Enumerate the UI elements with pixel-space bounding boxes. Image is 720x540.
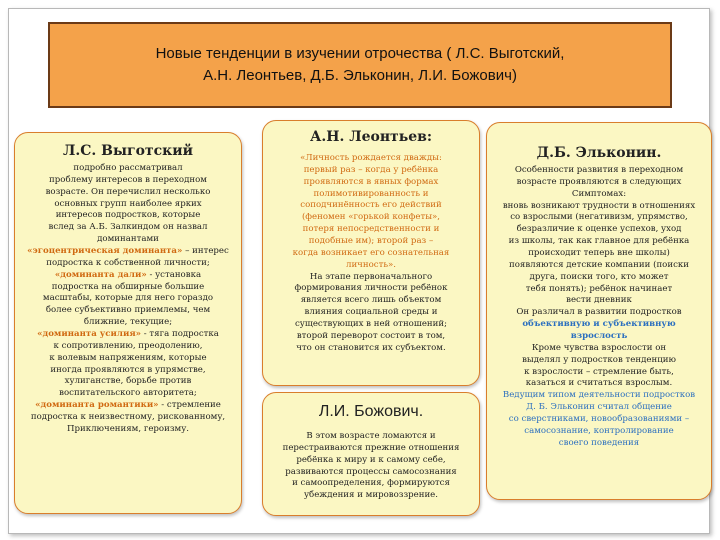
vygotsky-line: масштабы, которые для него гораздо [42,293,214,304]
bozhovich-card [262,392,480,516]
vygotsky-line: иногда проявляются в упрямстве, [50,364,206,375]
leontiev-quote-line: полимотивированность и [313,188,429,199]
vygotsky-line: подростка к собственной личности; [46,257,210,268]
vygotsky-heading: Л.С. Выготский [62,143,193,159]
effort-dominant-term: «доминанта усилия» [37,329,142,340]
leontiev-quote-line: «Личность рождается дважды: [300,153,442,163]
vygotsky-dominant-4-line [21,400,235,412]
elkonin-line: Кроме чувства взрослости он [531,342,667,353]
vygotsky-line: вслед за А.Б. Залкиндом он назвал [48,222,208,233]
vygotsky-line: хулиганстве, борьбе против [64,376,192,387]
leontiev-line: второй переворот состоит в том, [296,330,446,341]
elkonin-card [486,122,712,500]
elkonin-blue-line: со сверстниками, новообразованиями – [508,414,690,425]
dominant-4-rest: - стремление [158,400,221,411]
elkonin-line: из школы, так как главное для ребёнка [508,236,690,247]
elkonin-body [493,165,705,450]
title-line-1: Новые тенденции в изучении отрочества ( Л.С. Выготский, [155,45,565,63]
leontiev-quote-line: проявляются в явных формах [303,176,439,187]
dominant-1-rest: – интерес [182,246,229,257]
bozhovich-line: и самоопределения, формируются [292,478,450,489]
vygotsky-line: воспитательского авторитета; [59,388,197,399]
leontiev-quote-line: соподчинённость его действий [300,200,442,211]
leontiev-line: влияния социальной среды и [304,307,438,318]
vygotsky-line: ближние, текущие; [83,317,173,328]
distance-dominant-term: «доминанта дали» [54,269,147,280]
elkonin-line: выделял у подростков тенденцию [522,354,676,365]
elkonin-line: происходит теперь вне школы) [528,248,670,259]
elkonin-line: Особенности развития в переходном [514,165,684,175]
leontiev-quote-line: личность». [345,259,396,270]
leontiev-quote-line: когда возникает его сознательная [292,247,450,258]
elkonin-line: возрасте проявляются в следующих [516,176,682,187]
bozhovich-line: ребёнка к миру и к самому себе, [296,454,446,465]
bozhovich-line: развиваются процессы самосознания [285,466,457,477]
romance-dominant-term: «доминанта романтики» [35,400,159,411]
leontiev-line: является всего лишь объектом [300,295,442,306]
vygotsky-card [14,132,242,514]
leontiev-line: что он становится их субъектом. [296,342,446,353]
elkonin-line: вновь возникают трудности в отношениях [502,200,696,211]
leontiev-card [262,120,480,386]
elkonin-blue-line: Ведущим типом деятельности подростков [502,390,696,401]
leontiev-line: На этапе первоначального [309,271,433,282]
elkonin-line: вести дневник [566,295,632,306]
vygotsky-line: Приключениям, героизму. [67,423,189,434]
vygotsky-body [21,163,235,436]
vygotsky-dominant-1-line [21,246,235,258]
vygotsky-line: возрасте. Он перечислил несколько [45,186,211,197]
leontiev-line: формирования личности ребёнок [294,283,448,294]
elkonin-blue-line: своего поведения [558,437,640,448]
vygotsky-line: основных групп наиболее ярких [54,198,202,209]
egocentric-dominant-term: «эгоцентрическая доминанта» [27,246,183,257]
leontiev-quote-line: первый раз – когда у ребёнка [303,164,439,175]
elkonin-line: Симптомах: [571,188,627,199]
slide-title-box [48,22,672,108]
vygotsky-line: подростка к неизвестному, рискованному, [30,412,226,423]
vygotsky-dominant-3-line [21,329,235,341]
elkonin-line: безразличие к оценке успехов, уход [516,224,682,235]
bozhovich-heading: Л.И. Божович. [318,403,424,420]
vygotsky-line: подробно рассматривал [73,163,183,173]
vygotsky-line: к сопротивлению, преодолению, [53,340,203,351]
leontiev-line: существующих в ней отношений; [294,319,447,330]
elkonin-blue-line: Д. Б. Эльконин считал общение [526,402,672,413]
elkonin-line: появляются детские компании (поиски [509,259,689,270]
elkonin-line: со взрослыми (негативизм, упрямство, [510,212,688,223]
leontiev-quote-line: (феномен «горькой конфеты», [301,212,441,223]
bozhovich-line: В этом возрасте ломаются и [306,431,436,441]
vygotsky-line: проблему интересов в переходном [49,174,207,185]
vygotsky-line: подростка на обширные большие [51,281,205,292]
elkonin-adulthood-highlight: объективную и субъективную взрослость [522,319,676,342]
bozhovich-line: перестраиваются прежние отношения [282,442,460,453]
elkonin-line: друга, поиски того, кто может [529,271,669,282]
elkonin-heading: Д.Б. Эльконин. [536,145,662,161]
bozhovich-body [271,431,471,502]
leontiev-heading: А.Н. Леонтьев: [309,129,433,145]
dominant-3-rest: - тяга подростка [141,329,219,340]
vygotsky-line: доминантами [97,234,159,245]
vygotsky-line: интересов подростков, которые [55,210,201,221]
dominant-2-rest: - установка [146,269,202,280]
vygotsky-dominant-2-line [21,270,235,282]
elkonin-line: казаться и считаться взрослым. [525,378,673,389]
elkonin-line: к взрослости – стремление быть, [524,366,674,377]
elkonin-blue-line: самосознание, контролирование [524,425,674,436]
leontiev-body [271,153,471,355]
bozhovich-line: убеждения и мировоззрение. [303,490,438,501]
vygotsky-line: к волевым напряжениям, которые [49,352,207,363]
elkonin-line: Он различал в развитии подростков [516,307,682,318]
vygotsky-line: более субъективно приемлемы, чем [45,305,211,316]
title-line-2: А.Н. Леонтьев, Д.Б. Эльконин, Л.И. Божович) [203,67,517,84]
leontiev-quote-line: потеря непосредственности и [302,224,440,235]
leontiev-quote-line: подобные им); второй раз – [308,236,434,247]
elkonin-line: тебя понять); ребёнок начинает [525,283,673,294]
